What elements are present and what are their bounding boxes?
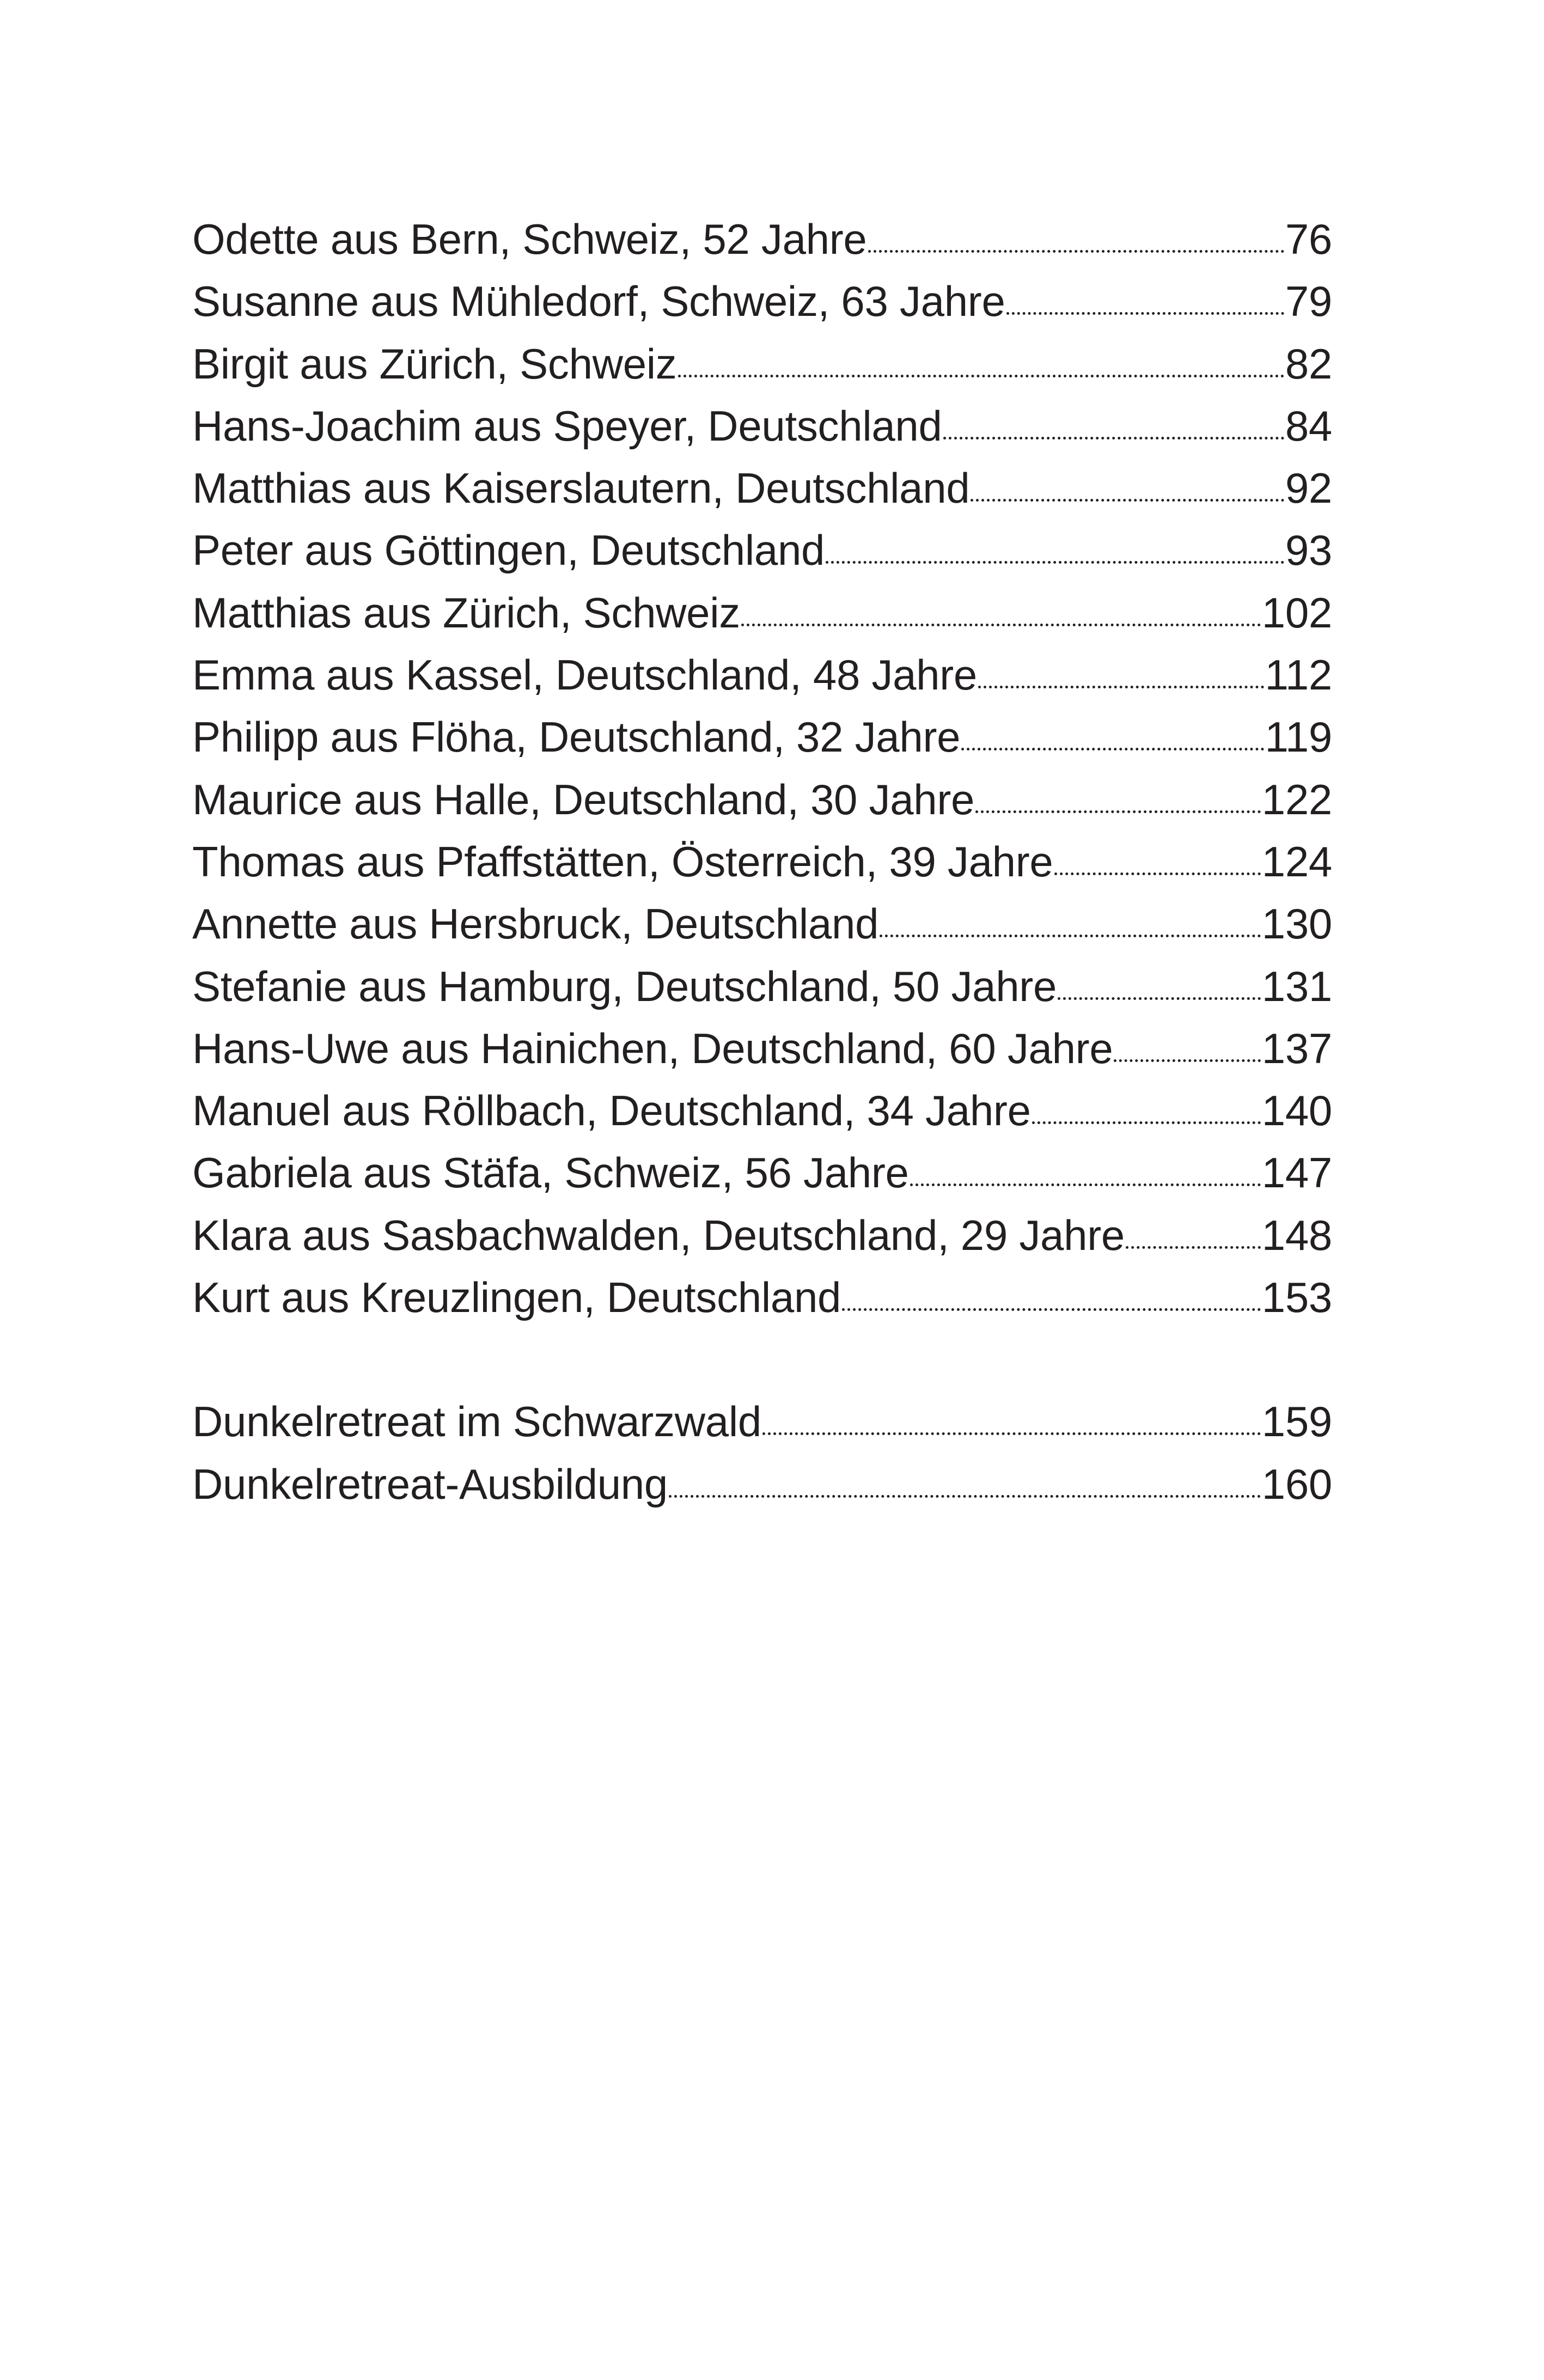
dot-leader	[961, 748, 1264, 750]
toc-entry-page-number: 160	[1261, 1460, 1332, 1508]
dot-leader	[943, 437, 1284, 440]
toc-group	[192, 1390, 1332, 1515]
toc-entry-title: Hans-Joachim aus Speyer, Deutschland	[192, 401, 942, 450]
dot-leader	[1126, 1246, 1261, 1249]
toc-entry-page-number: 102	[1261, 588, 1332, 637]
toc-entry	[192, 1266, 1332, 1328]
toc-entry-page-number: 122	[1261, 775, 1332, 823]
toc-entry	[192, 333, 1332, 395]
toc-entry-page-number: 153	[1261, 1273, 1332, 1322]
toc-entry-page-number: 159	[1261, 1398, 1332, 1446]
toc-entry-title: Matthias aus Zürich, Schweiz	[192, 588, 740, 637]
toc-entry	[192, 582, 1332, 644]
toc-entry	[192, 1079, 1332, 1142]
toc-entry-title: Maurice aus Halle, Deutschland, 30 Jahre	[192, 775, 975, 823]
toc-entry	[192, 768, 1332, 831]
toc-group	[192, 208, 1332, 1328]
toc-entry-page-number: 93	[1285, 526, 1332, 575]
toc-entry-title: Emma aus Kassel, Deutschland, 48 Jahre	[192, 651, 978, 699]
dot-leader	[842, 1308, 1261, 1311]
dot-leader	[975, 810, 1261, 813]
toc-entry-page-number: 76	[1285, 215, 1332, 263]
dot-leader	[1006, 312, 1284, 315]
toc-entry-page-number: 119	[1265, 713, 1332, 761]
toc-entry-page-number: 131	[1261, 962, 1332, 1010]
toc-entry-page-number: 84	[1285, 401, 1332, 450]
table-of-contents	[192, 208, 1332, 1515]
toc-entry-title: Dunkelretreat im Schwarzwald	[192, 1398, 761, 1446]
toc-entry-title: Klara aus Sasbachwalden, Deutschland, 29 Jahre	[192, 1211, 1125, 1259]
toc-entry-title: Dunkelretreat-Ausbildung	[192, 1460, 668, 1508]
toc-entry-page-number: 147	[1261, 1149, 1332, 1197]
toc-entry-page-number: 130	[1261, 900, 1332, 948]
dot-leader	[678, 375, 1284, 377]
dot-leader	[868, 250, 1284, 253]
dot-leader	[1114, 1059, 1260, 1062]
dot-leader	[971, 499, 1284, 502]
toc-entry-page-number: 79	[1285, 277, 1332, 326]
dot-leader	[1054, 872, 1261, 875]
toc-entry-page-number: 112	[1265, 651, 1332, 699]
toc-entry	[192, 893, 1332, 955]
toc-entry-title: Susanne aus Mühledorf, Schweiz, 63 Jahre	[192, 277, 1005, 326]
toc-entry	[192, 706, 1332, 768]
dot-leader	[1032, 1121, 1261, 1124]
toc-entry-page-number: 92	[1285, 464, 1332, 512]
toc-entry-title: Matthias aus Kaiserslautern, Deutschland	[192, 464, 970, 512]
toc-entry	[192, 395, 1332, 457]
toc-entry	[192, 644, 1332, 706]
toc-entry	[192, 831, 1332, 893]
toc-entry	[192, 457, 1332, 519]
toc-entry-page-number: 137	[1261, 1024, 1332, 1072]
dot-leader	[978, 686, 1264, 688]
toc-entry	[192, 208, 1332, 270]
toc-entry-title: Stefanie aus Hamburg, Deutschland, 50 Jahre	[192, 962, 1057, 1010]
toc-entry-title: Hans-Uwe aus Hainichen, Deutschland, 60 Jahre	[192, 1024, 1113, 1072]
toc-entry	[192, 1204, 1332, 1266]
toc-entry-title: Gabriela aus Stäfa, Schweiz, 56 Jahre	[192, 1149, 909, 1197]
toc-entry-title: Philipp aus Flöha, Deutschland, 32 Jahre	[192, 713, 961, 761]
toc-entry-page-number: 124	[1261, 837, 1332, 886]
toc-entry-page-number: 148	[1261, 1211, 1332, 1259]
toc-entry	[192, 270, 1332, 332]
dot-leader	[826, 561, 1284, 564]
toc-entry	[192, 1017, 1332, 1079]
toc-entry-page-number: 82	[1285, 339, 1332, 388]
dot-leader	[669, 1495, 1261, 1498]
dot-leader	[741, 624, 1261, 626]
toc-entry-page-number: 140	[1261, 1087, 1332, 1135]
toc-entry	[192, 519, 1332, 581]
toc-entry	[192, 1142, 1332, 1204]
dot-leader	[880, 935, 1261, 937]
dot-leader	[1058, 997, 1261, 1000]
toc-entry-title: Birgit aus Zürich, Schweiz	[192, 339, 677, 388]
toc-entry	[192, 955, 1332, 1017]
toc-entry-title: Odette aus Bern, Schweiz, 52 Jahre	[192, 215, 867, 263]
toc-entry-title: Thomas aus Pfaffstätten, Österreich, 39 Jahre	[192, 837, 1053, 886]
toc-entry-title: Kurt aus Kreuzlingen, Deutschland	[192, 1273, 841, 1322]
dot-leader	[762, 1432, 1261, 1435]
dot-leader	[910, 1183, 1261, 1186]
toc-entry	[192, 1453, 1332, 1515]
toc-entry-title: Annette aus Hersbruck, Deutschland	[192, 900, 879, 948]
toc-entry	[192, 1390, 1332, 1453]
toc-entry-title: Peter aus Göttingen, Deutschland	[192, 526, 825, 575]
toc-entry-title: Manuel aus Röllbach, Deutschland, 34 Jahre	[192, 1087, 1031, 1135]
